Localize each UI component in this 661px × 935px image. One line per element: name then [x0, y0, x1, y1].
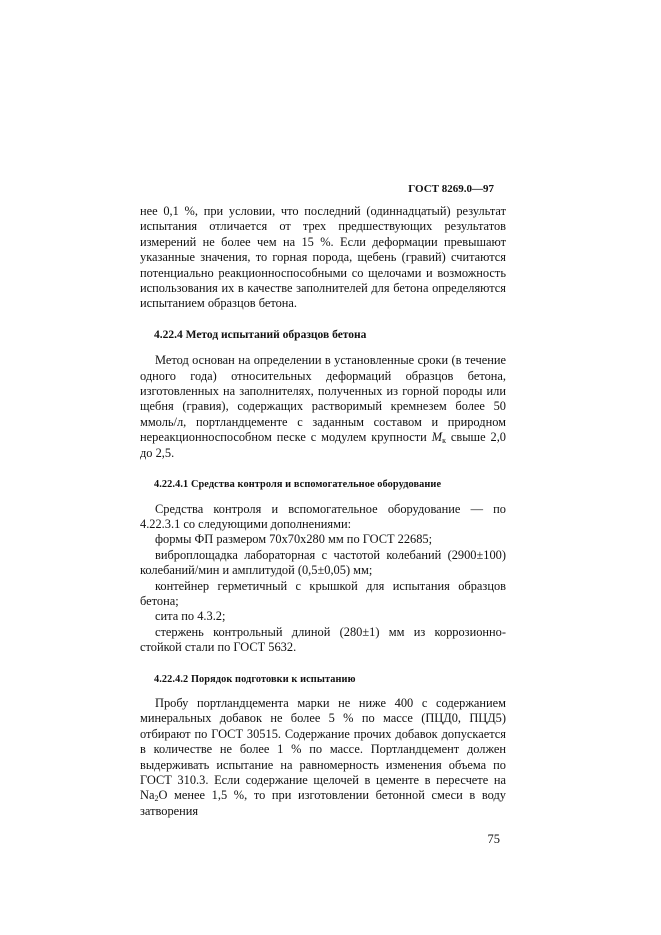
- list-item: контейнер герметичный с крышкой для испытания образцов бетона;: [140, 578, 506, 608]
- continuation-paragraph: нее 0,1 %, при условии, что последний (одиннадцатый) результат испытания отличается от трех предшествующих результатов измерений не более чем на 15 %. Если деформации превышают указанные значения, то горная порода, щебень (гравий) считаются потенциально реакционноспособными со щелочами и возможность использования их в качестве заполнителей для бетона определяются испытанием образцов бетона.: [140, 204, 506, 311]
- method-text-end: свыше 2,0 до 2,5.: [140, 430, 506, 460]
- preparation-text-end: O менее 1,5 %, то при изготовлении бетонной смеси в воду затворения: [140, 788, 506, 818]
- section-4-22-4-heading: 4.22.4 Метод испытаний образцов бетона: [154, 328, 367, 341]
- list-item: формы ФП размером 70х70х280 мм по ГОСТ 22685;: [155, 532, 433, 547]
- list-item: сита по 4.3.2;: [155, 609, 226, 624]
- document-code: ГОСТ 8269.0—97: [408, 183, 494, 195]
- list-item: стержень контрольный длиной (280±1) мм из коррозионно-стойкой стали по ГОСТ 5632.: [140, 624, 506, 655]
- fineness-modulus-subscript: к: [442, 436, 446, 446]
- section-4-22-4-2-heading: 4.22.4.2 Порядок подготовки к испытанию: [154, 673, 356, 685]
- section-4-22-4-1-heading: 4.22.4.1 Средства контроля и вспомогательное оборудование: [154, 479, 442, 491]
- na2o-subscript: 2: [154, 794, 159, 804]
- fineness-modulus-symbol: M: [431, 430, 443, 445]
- section-4-22-4-paragraph: [140, 353, 506, 461]
- preparation-text-start: Пробу портландцемента марки не ниже 400 с содержанием минеральных добавок не более 5 % по массе (ПЦД0, ПЦД5) отбирают по ГОСТ 30515. Содержание прочих добавок допускается в количестве не более 1 % по массе. Портландцемент должен выдерживать испытание на равномерность изменения объема по ГОСТ 310.3. Если содержание щелочей в цементе в пересчете на Na: [140, 695, 506, 803]
- equipment-intro: Средства контроля и вспомогательное оборудование — по 4.22.3.1 со следующими дополнениями:: [140, 501, 506, 531]
- section-4-22-4-2-paragraph: [140, 696, 506, 819]
- equipment-list: [140, 502, 506, 656]
- method-text-start: Метод основан на определении в установленные сроки (в течение одного года) относительных деформаций образцов бетона, изготовленных на заполнителях, полученных из горной породы или щебня (гравия), содержащих растворимый кремнезем более 50 ммоль/л, портландцементе с заданным составом и природном нереакционноспособном песке с модулем крупности: [140, 353, 506, 445]
- page-content: [140, 204, 506, 819]
- list-item: виброплощадка лабораторная с частотой колебаний (2900±100) колебаний/мин и амплитудой (0,5±0,05) мм;: [140, 547, 506, 578]
- page-number: 75: [487, 832, 500, 846]
